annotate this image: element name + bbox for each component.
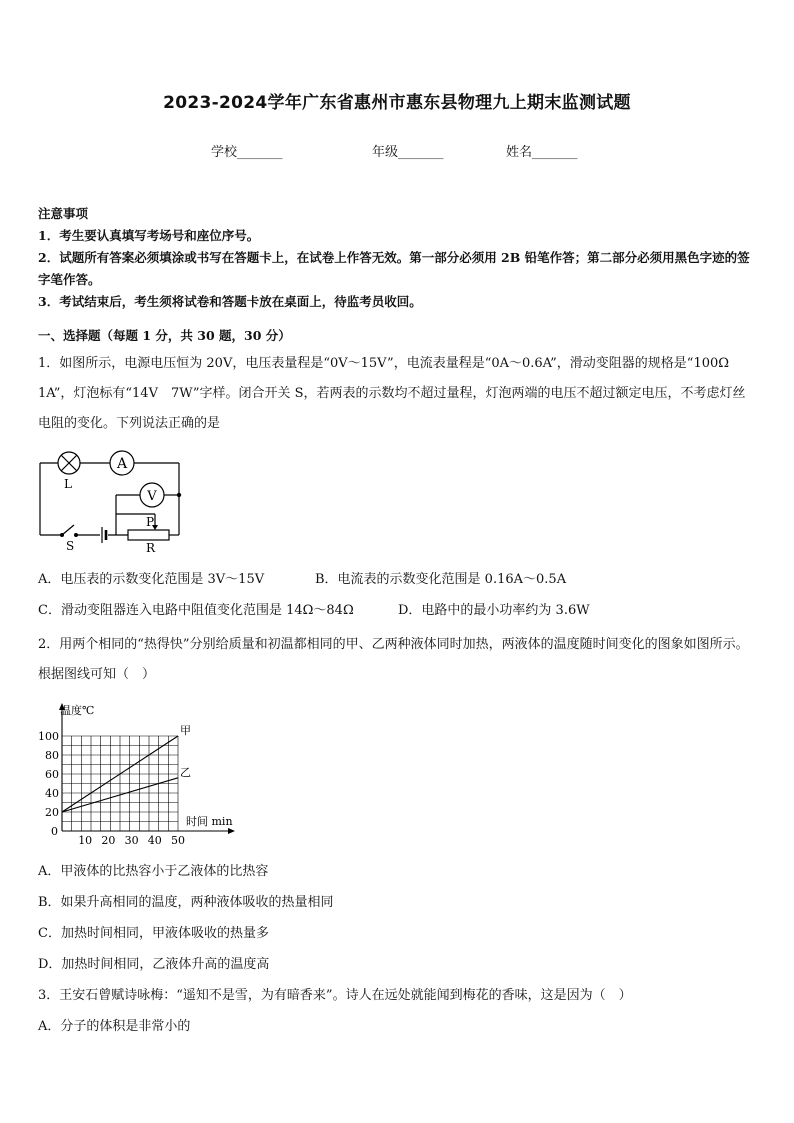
junction-dot [177,493,181,497]
question-2-stem: 2．用两个相同的“热得快”分别给质量和初温都相同的甲、乙两种液体同时加热，两液体的温度随时间变化的图象如图所示。根据图线可知（ ） [38,637,749,682]
note-item: 1．考生要认真填写考场号和座位序号。 [38,228,260,243]
name-field: 姓名_______ [506,145,578,160]
voltmeter-symbol [140,483,164,507]
switch-contact [74,533,78,537]
question-1-stem: 1．如图所示，电源电压恒为 20V，电压表量程是“0V～15V”，电流表量程是“0A～0.6A”，滑动变阻器的规格是“100Ω 1A”，灯泡标有“14V 7W”字样。闭合开关 S，若两表的示数均不超过量程，灯泡两端的电压不超过额定电压，不考虑灯丝电阻的变化。下列说法正确的是 [38,356,746,431]
x-tick-label: 10 [78,834,93,847]
q1-option-d: D．电路中的最小功率约为 3.6W [398,603,590,618]
rheostat-label: R [146,541,156,554]
ammeter-label: A [116,456,128,472]
x-tick-label: 40 [147,834,162,847]
ammeter-symbol [110,451,134,475]
q1-option-b: B．电流表的示数变化范围是 0.16A～0.5A [315,572,567,587]
note-item: 3．考试结束后，考生须将试卷和答题卡放在桌面上，待监考员收回。 [38,294,422,309]
voltmeter-label: V [147,489,157,504]
temperature-chart [36,700,256,850]
x-axis-arrow [228,828,235,834]
y-tick-label: 40 [45,787,59,800]
page-title: 2023-2024学年广东省惠州市惠东县物理九上期末监测试题 [163,93,631,113]
switch-label: S [66,539,75,553]
y-tick-label: 60 [45,768,59,781]
school-field: 学校_______ [211,145,283,160]
note-item: 2．试题所有答案必须填涂或书写在答题卡上，在试卷上作答无效。第一部分必须用 2B 铅笔作答；第二部分必须用黑色字迹的签字笔作答。 [38,250,750,287]
question-3-stem: 3．王安石曾赋诗咏梅：“遥知不是雪，为有暗香来”。诗人在远处就能闻到梅花的香味，这是因为（ ） [38,988,632,1003]
origin-label: 0 [51,825,58,838]
y-tick-label: 20 [45,806,59,819]
y-tick-label: 80 [45,749,59,762]
switch-pivot [60,533,64,537]
section-heading: 一、选择题（每题 1 分，共 30 题，30 分） [38,328,291,343]
grade-field: 年级_______ [372,145,444,160]
q3-option-a: A．分子的体积是非常小的 [38,1019,191,1034]
lamp-symbol [58,452,80,474]
y-axis-label: 温度℃ [60,704,95,717]
x-tick-label: 30 [124,834,139,847]
x-tick-label: 50 [171,834,185,847]
q1-option-a: A．电压表的示数变化范围是 3V～15V [38,572,265,587]
notes-heading: 注意事项 [38,206,89,221]
x-axis-label: 时间 min [186,815,233,828]
notes-block [38,203,758,313]
q2-option-d: D．加热时间相同，乙液体升高的温度高 [38,957,270,972]
series-label: 甲 [180,724,191,737]
lamp-label: L [64,477,72,491]
series-label: 乙 [180,765,191,779]
y-tick-label: 100 [38,730,59,743]
x-tick-label: 20 [101,834,116,847]
q2-option-a: A．甲液体的比热容小于乙液体的比热容 [38,864,269,879]
slider-label: P [146,515,155,529]
q1-option-c: C．滑动变阻器连入电路中阻值变化范围是 14Ω～84Ω [38,603,354,618]
circuit-diagram [36,446,186,554]
q2-option-b: B．如果升高相同的温度，两种液体吸收的热量相同 [38,895,334,910]
q2-option-c: C．加热时间相同，甲液体吸收的热量多 [38,926,269,941]
